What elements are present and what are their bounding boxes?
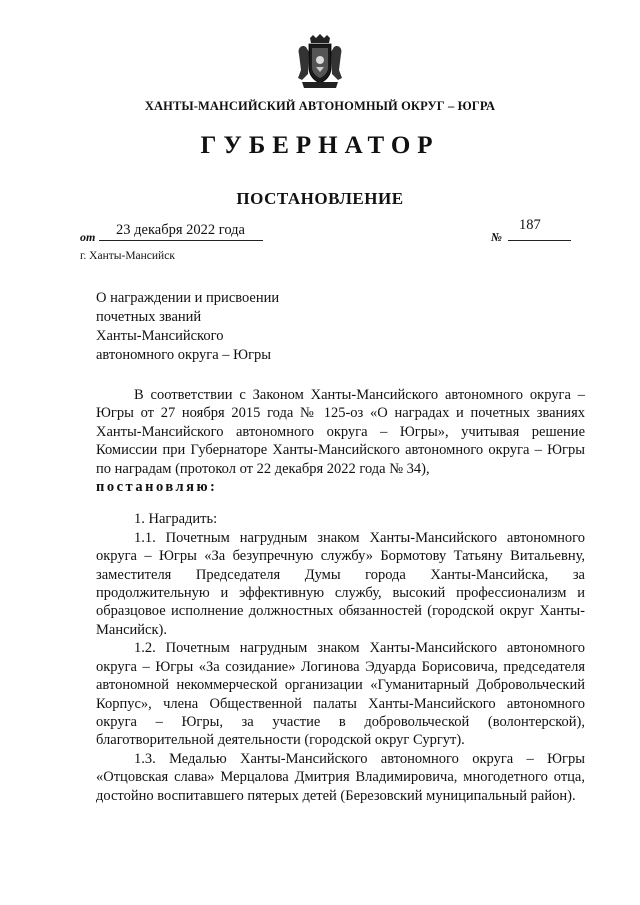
item-1-1: 1.1. Почетным нагрудным знаком Ханты-Мансийского автономного округа – Югры «За безупречную службу» Бормотову Татьяну Витальевну, заместителя Председателя Думы города Ханты-Мансийска, за продолжительную и эффективную службу, высокий профессионализм и образцовое исполнение должностных обязанностей (городской округ Ханты-Мансийск).	[96, 529, 585, 638]
subject-line: О награждении и присвоении	[96, 290, 280, 306]
subject-line: автономного округа – Югры	[96, 347, 272, 363]
number-prefix: №	[491, 230, 502, 244]
document-subject	[96, 289, 356, 365]
document-number: 187	[519, 217, 541, 233]
subject-line: почетных званий	[96, 309, 202, 325]
region-name: ХАНТЫ-МАНСИЙСКИЙ АВТОНОМНЫЙ ОКРУГ – ЮГРА	[144, 99, 496, 113]
date-underline	[99, 240, 263, 241]
date-prefix: от	[80, 230, 96, 244]
document-type: ПОСТАНОВЛЕНИЕ	[236, 189, 404, 208]
item-1-3: 1.3. Медалью Ханты-Мансийского автономного округа – Югры «Отцовская слава» Мерцалова Дмитрия Владимировича, многодетного отца, достойно воспитавшего пятерых детей (Березовский муниципальный район).	[96, 750, 585, 804]
subject-line: Ханты-Мансийского	[96, 328, 224, 344]
document-authority: ГУБЕРНАТОР	[200, 132, 440, 159]
resolve-word: постановляю:	[96, 479, 218, 496]
item-1: 1. Наградить:	[134, 511, 218, 528]
document-date: 23 декабря 2022 года	[116, 222, 245, 238]
document-city: г. Ханты-Мансийск	[80, 250, 175, 262]
number-underline	[508, 240, 571, 241]
preamble-paragraph: В соответствии с Законом Ханты-Мансийского автономного округа – Югры от 27 ноября 2015 года № 125-оз «О наградах и почетных званиях Ханты-Мансийского автономного округа – Югры», учитывая решение Комиссии при Губернаторе Ханты-Мансийского автономного округа – Югры по наградам (протокол от 22 декабря 2022 года № 34),	[96, 387, 585, 477]
document-body	[96, 386, 585, 805]
coat-of-arms-icon	[296, 34, 344, 90]
item-1-2: 1.2. Почетным нагрудным знаком Ханты-Мансийского автономного округа – Югры «За созидание» Логинова Эдуарда Борисовича, председателя автономной некоммерческой организации «Гуманитарный Добровольческий Корпус», члена Общественной палаты Ханты-Мансийского автономного округа – Югры, за участие в добровольческой (волонтерской), благотворительной деятельности (городской округ Сургут).	[96, 640, 585, 749]
